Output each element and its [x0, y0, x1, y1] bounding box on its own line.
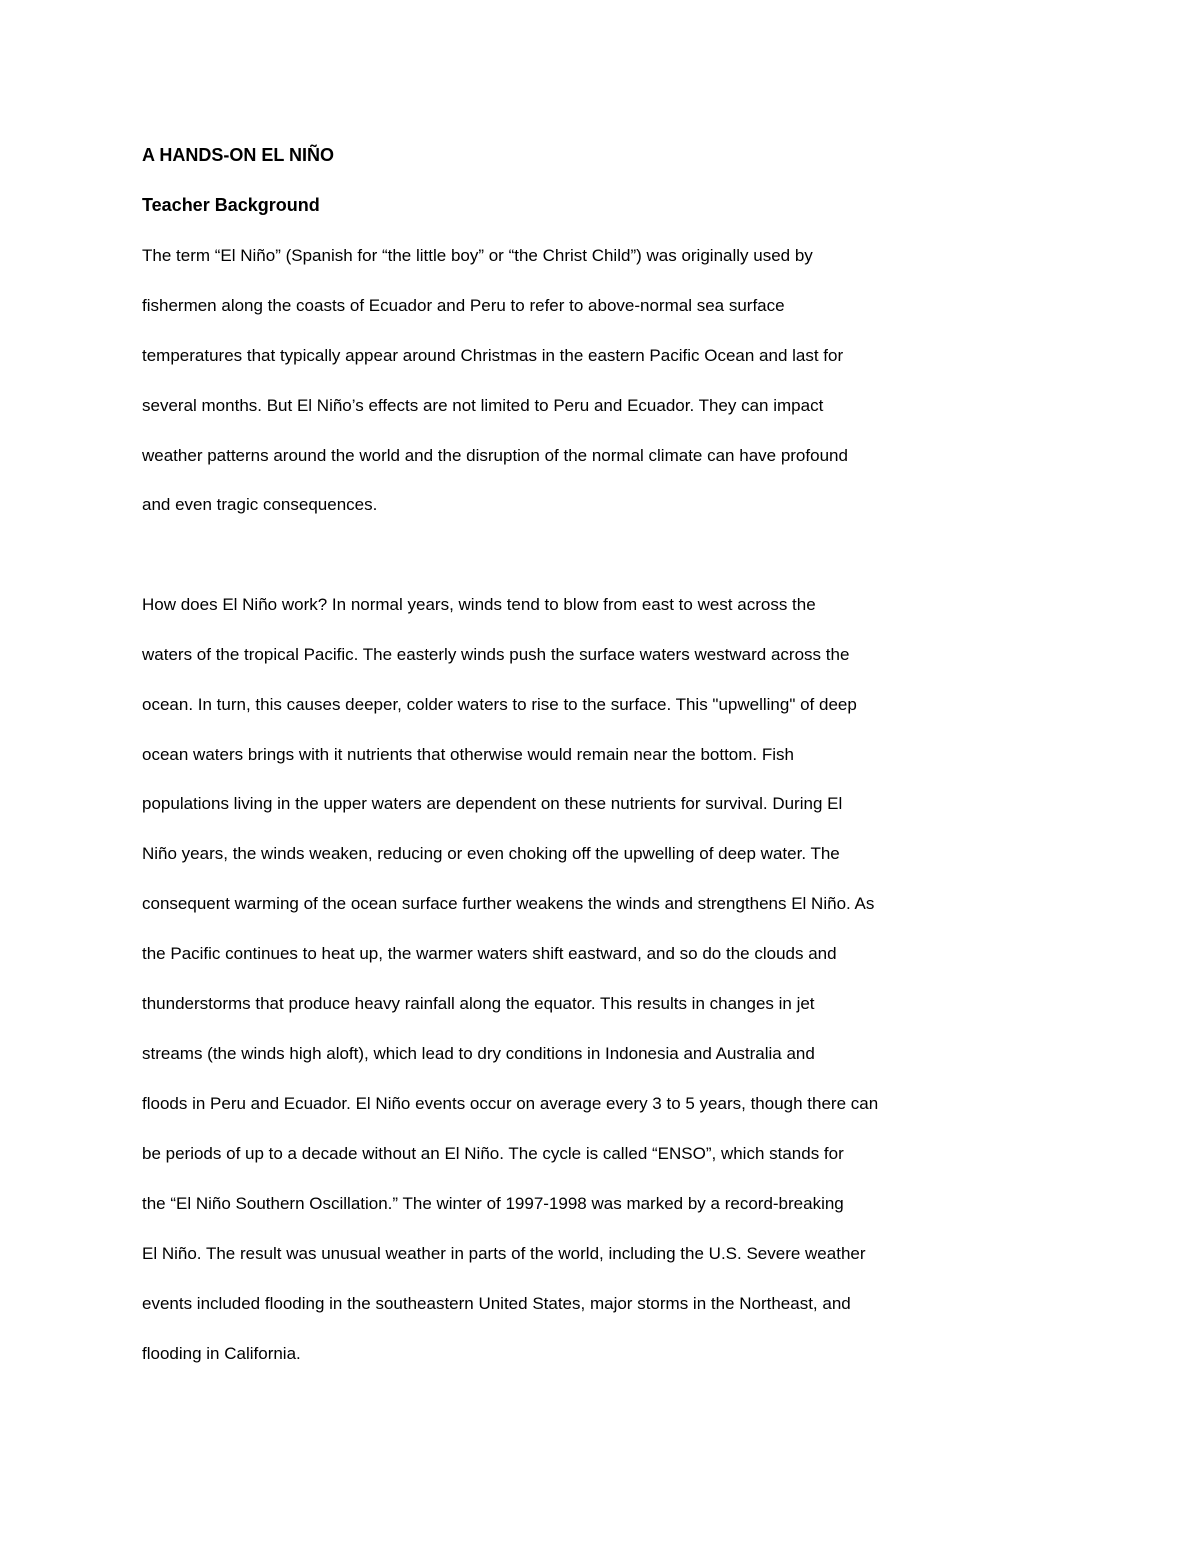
document-title: A HANDS-ON EL NIÑO [142, 145, 335, 165]
paragraph-2-line: streams (the winds high aloft), which lead to dry conditions in Indonesia and Australia and [142, 1044, 815, 1063]
paragraph-1-line: several months. But El Niño’s effects are not limited to Peru and Ecuador. They can impact [142, 396, 824, 415]
paragraph-2-line: ocean. In turn, this causes deeper, colder waters to rise to the surface. This "upwelling" of deep [142, 695, 857, 714]
paragraph-2-line: flooding in California. [142, 1344, 301, 1363]
paragraph-2-line: Niño years, the winds weaken, reducing or even choking off the upwelling of deep water. The [142, 844, 840, 863]
paragraph-2-line: events included flooding in the southeastern United States, major storms in the Northeast, and [142, 1294, 851, 1313]
paragraph-2-line: populations living in the upper waters are dependent on these nutrients for survival. During El [142, 794, 843, 813]
paragraph-2-line: waters of the tropical Pacific. The easterly winds push the surface waters westward across the [142, 645, 850, 664]
paragraph-2-line: the Pacific continues to heat up, the warmer waters shift eastward, and so do the clouds and [142, 944, 837, 963]
paragraph-1-line: weather patterns around the world and the disruption of the normal climate can have profound [142, 446, 848, 465]
paragraph-2-line: the “El Niño Southern Oscillation.” The winter of 1997-1998 was marked by a record-breaking [142, 1194, 844, 1213]
section-heading: Teacher Background [142, 195, 320, 215]
paragraph-1-line: fishermen along the coasts of Ecuador and Peru to refer to above-normal sea surface [142, 296, 785, 315]
paragraph-2-line: consequent warming of the ocean surface further weakens the winds and strengthens El Niño. As [142, 894, 875, 913]
paragraph-1-line: and even tragic consequences. [142, 495, 378, 514]
paragraph-2-line: ocean waters brings with it nutrients that otherwise would remain near the bottom. Fish [142, 745, 794, 764]
paragraph-1-line: temperatures that typically appear around Christmas in the eastern Pacific Ocean and last for [142, 346, 844, 365]
paragraph-2-line: How does El Niño work? In normal years, winds tend to blow from east to west across the [142, 595, 816, 614]
paragraph-2-line: El Niño. The result was unusual weather in parts of the world, including the U.S. Severe weather [142, 1244, 866, 1263]
paragraph-2-line: floods in Peru and Ecuador. El Niño events occur on average every 3 to 5 years, though there can [142, 1094, 879, 1113]
paragraph-2-line: thunderstorms that produce heavy rainfall along the equator. This results in changes in jet [142, 994, 815, 1013]
paragraph-1-line: The term “El Niño” (Spanish for “the little boy” or “the Christ Child”) was originally used by [142, 246, 813, 265]
paragraph-2-line: be periods of up to a decade without an El Niño. The cycle is called “ENSO”, which stands for [142, 1144, 844, 1163]
